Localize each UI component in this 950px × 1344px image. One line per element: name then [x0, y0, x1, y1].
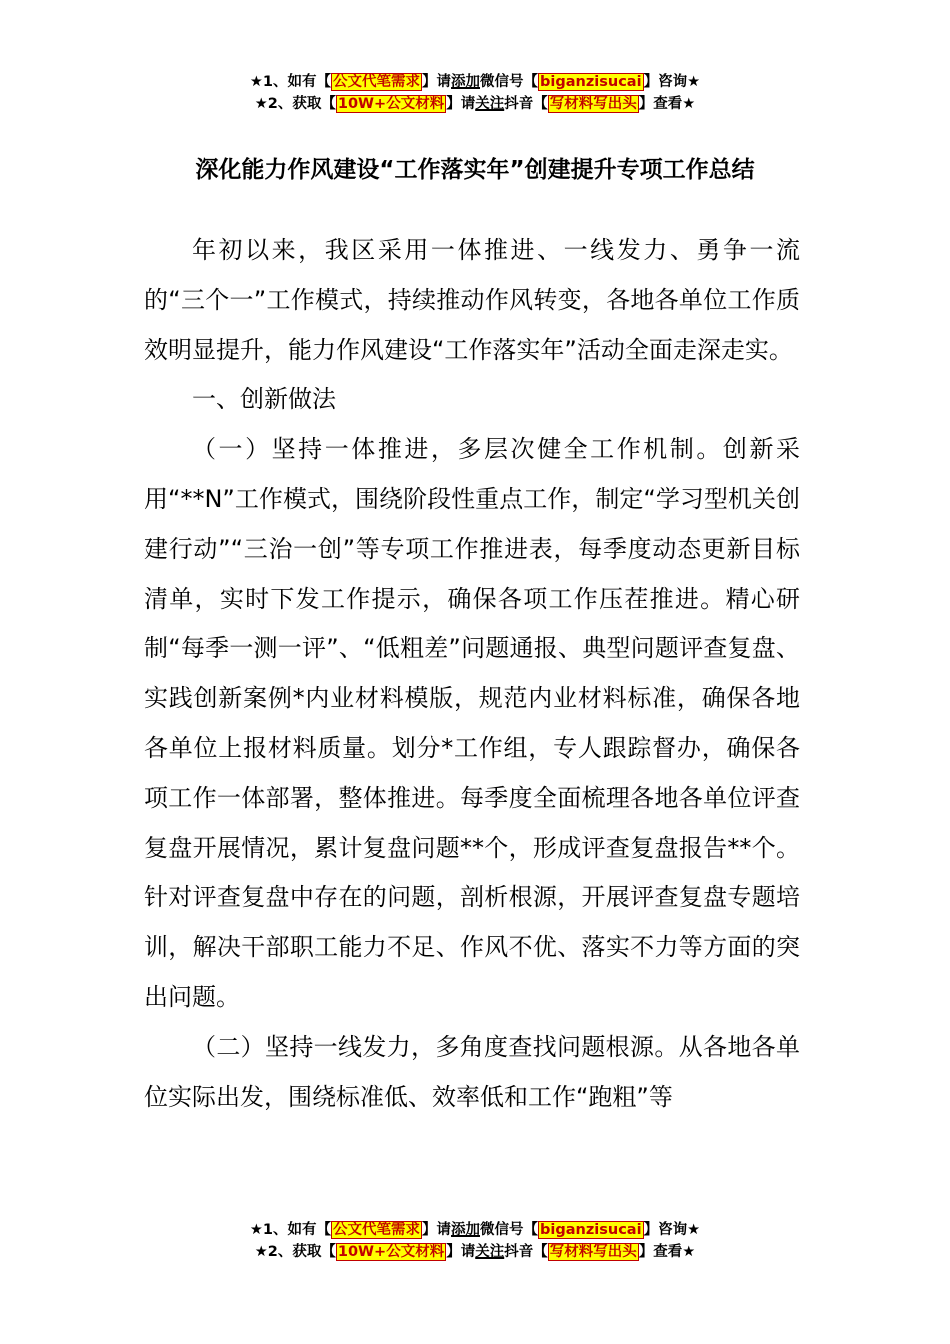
ad-underlined: 关注	[475, 96, 505, 112]
ad-text: ★1、如有【	[249, 74, 332, 90]
header-ad-line-2	[0, 93, 950, 115]
ad-text: 】查看★	[638, 1244, 696, 1260]
ad-text: 微信号【	[480, 74, 539, 90]
ad-text: 】请	[422, 74, 452, 90]
document-title: 深化能力作风建设“工作落实年”创建提升专项工作总结	[195, 157, 755, 183]
paragraph-section-2: （二）坚持一线发力，多角度查找问题根源。从各地各单位实际出发，围绕标准低、效率低和工作“跑粗”等	[144, 1032, 800, 1111]
ad-text: ★1、如有【	[249, 1222, 332, 1238]
ad-text: 】请	[446, 96, 476, 112]
ad-underlined: 添加	[451, 74, 481, 90]
ad-text: ★2、获取【	[254, 96, 336, 112]
ad-highlight: 公文代笔需求	[333, 1222, 421, 1238]
ad-highlight: 公文代笔需求	[333, 74, 421, 90]
header-ad	[0, 71, 950, 115]
ad-highlight: 写材料写出头	[549, 96, 637, 112]
ad-text: ★2、获取【	[254, 1244, 336, 1260]
ad-highlight: 10W+公文材料	[337, 1244, 445, 1260]
paragraph-intro: 年初以来，我区采用一体推进、一线发力、勇争一流的“三个一”工作模式，持续推动作风转变，各地各单位工作质效明显提升，能力作风建设“工作落实年”活动全面走深走实。	[144, 236, 800, 364]
footer-ad-line-1	[0, 1219, 950, 1241]
footer-ad-line-2	[0, 1241, 950, 1263]
section-heading: 一、创新做法	[192, 385, 336, 414]
ad-highlight: biganzisucai	[540, 74, 642, 90]
ad-text: 】请	[422, 1222, 452, 1238]
ad-underlined: 关注	[475, 1244, 505, 1260]
ad-text: 】咨询★	[643, 74, 701, 90]
ad-text: 】查看★	[638, 96, 696, 112]
ad-text: 】请	[446, 1244, 476, 1260]
ad-highlight: 写材料写出头	[549, 1244, 637, 1260]
ad-text: 微信号【	[480, 1222, 539, 1238]
paragraph-section-1: （一）坚持一体推进，多层次健全工作机制。创新采用“**N”工作模式，围绕阶段性重点工作，制定“学习型机关创建行动”“三治一创”等专项工作推进表，每季度动态更新目标清单，实时下发工作提示，确保各项工作压茬推进。精心研制“每季一测一评”、“低粗差”问题通报、典型问题评查复盘、实践创新案例*内业材料模版，规范内业材料标准，确保各地各单位上报材料质量。划分*工作组，专人跟踪督办，确保各项工作一体部署，整体推进。每季度全面梳理各地各单位评查复盘开展情况，累计复盘问题**个，形成评查复盘报告**个。针对评查复盘中存在的问题，剖析根源，开展评查复盘专题培训，解决干部职工能力不足、作风不优、落实不力等方面的突出问题。	[144, 435, 800, 1011]
footer-ad	[0, 1219, 950, 1263]
ad-highlight: biganzisucai	[540, 1222, 642, 1238]
ad-text: 】咨询★	[643, 1222, 701, 1238]
header-ad-line-1	[0, 71, 950, 93]
ad-text: 抖音【	[504, 96, 548, 112]
ad-text: 抖音【	[504, 1244, 548, 1260]
ad-underlined: 添加	[451, 1222, 481, 1238]
document-body	[144, 226, 800, 1122]
ad-highlight: 10W+公文材料	[337, 96, 445, 112]
